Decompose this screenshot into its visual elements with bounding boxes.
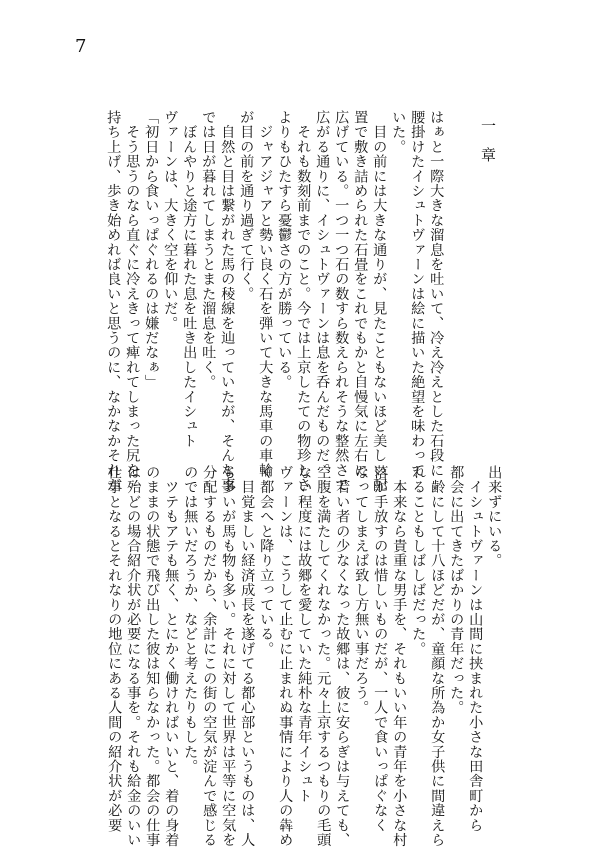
text-column: も多いが馬も物も多い。それに対して世界は平等に空気を xyxy=(220,465,237,848)
text-column: いた。 xyxy=(390,110,407,155)
page-number: 7 xyxy=(75,36,87,57)
text-column: 齢にして十八ほどだが、童顔な所為か女子供に間違えら xyxy=(429,465,446,848)
text-column: ヴァーンは、大きく空を仰いだ。 xyxy=(162,110,179,331)
text-column: 置で敷き詰められた石畳をこれでもかと自慢気に左右に xyxy=(352,110,369,478)
text-column: 目覚ましい経済成長を遂げてる都心部というものは、人 xyxy=(239,465,256,848)
text-column: のままの状態で飛び出した彼は知らなかった。都会の仕事 xyxy=(144,465,161,848)
text-column: 自然と目は繋がれた馬の稜線を辿っていたが、そんな事 xyxy=(219,110,236,493)
text-column: そう思うのなら直ぐに冷えきって痺れてしまった尻を xyxy=(124,110,141,478)
text-column: 本来なら貴重な男手を、それもいい年の青年を小さな村 xyxy=(391,465,408,848)
text-column: 目の前には大きな通りが、見たこともないほど美しい配 xyxy=(371,110,388,493)
text-column: のでは無いだろうか、などと考えたりもした。 xyxy=(182,465,199,774)
text-column: ぼんやりと途方に暮れた息を吐き出したイシュト xyxy=(181,110,198,449)
text-column: ない程度には故郷を愛していた純朴な青年イシュト xyxy=(296,465,313,804)
text-column: ヴァーンは、こうして止むに止まれぬ事情により人の犇め xyxy=(277,465,294,848)
text-column: 空腹を満たしてくれなかった。元々上京するつもりの毛頭 xyxy=(315,465,332,848)
text-column: ツテもアテも無く、とにかく働ければいいと、着の身着 xyxy=(163,465,180,848)
text-column: 広げている。一つ一つ石の数すら数えられそうな整然さで xyxy=(333,110,350,493)
text-column: イシュトヴァーンは山間に挟まれた小さな田舎町から xyxy=(467,465,484,833)
text-column: では日が暮れてしまうとまた溜息を吐く。 xyxy=(200,110,217,390)
text-column: く都会へと降り立っている。 xyxy=(258,465,275,657)
text-column: 出来ずにいる。 xyxy=(486,465,503,568)
text-column: 都会に出てきたばかりの青年だった。 xyxy=(448,465,465,715)
text-column: 持ち上げ、歩き始めれば良いと思うのに、なかなかそれが xyxy=(105,110,122,493)
text-column: 腰掛けたイシュトヴァーンは絵に描いた絶望を味わって xyxy=(409,110,426,478)
text-column: 仕事となるとそれなりの地位にある人間の紹介状が必要 xyxy=(106,465,123,833)
text-column: 「初日から食いっぱぐれるのは嫌だなぁ」 xyxy=(143,110,160,390)
chapter-title: 一章 xyxy=(479,118,497,176)
text-column: なってしまえば致し方無い事だろう。 xyxy=(353,465,370,715)
text-column: ジャアジャアと勢い良く石を弾いて大きな馬車の車輪 xyxy=(257,110,274,478)
text-column: が目の前を通り過ぎて行く。 xyxy=(238,110,255,302)
text-column: よりもひたすら憂鬱さの方が勝っている。 xyxy=(276,110,293,390)
text-column: それも数刻前までのこと。今では上京したての物珍しさ xyxy=(295,110,312,493)
text-column: 広がる通りに、イシュトヴァーンは息を呑んだものだ。 xyxy=(314,110,331,478)
text-column: は殆どの場合紹介状が必要になる事を。それも給金のいい xyxy=(125,465,142,848)
text-column: 若い者の少なくなった故郷は、彼に安らぎは与えても、 xyxy=(334,465,351,848)
text-column: 分配するものだから、余計にこの街の空気が淀んで感じる xyxy=(201,465,218,848)
text-column: はぁと一際大きな溜息を吐いて、冷え冷えとした石段に xyxy=(428,110,445,478)
text-column: 落が手放すのは惜しいものだが、一人で食いっぱぐなく xyxy=(372,465,389,833)
text-column: れることもしばしばだった。 xyxy=(410,465,427,657)
